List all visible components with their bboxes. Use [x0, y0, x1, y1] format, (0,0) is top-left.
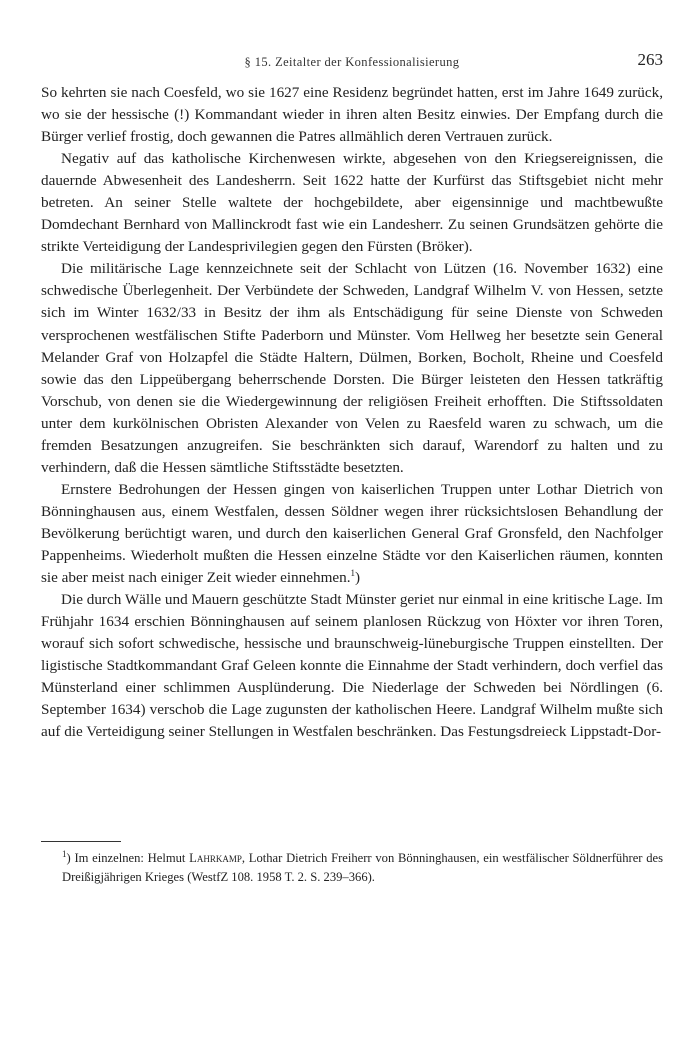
paragraph: So kehrten sie nach Coesfeld, wo sie 1627 eine Residenz begründet hatten, erst im Jahre 1649 zurück, wo sie der hessische (!) Kommandant wieder in ihren alten Besitz einwies. Der Empfang durch die Bürger verlief frostig, doch gewannen die Patres allmählich deren Vertrauen zurück.: [41, 84, 663, 146]
running-title: § 15. Zeitalter der Konfessionalisierung: [244, 55, 460, 69]
footnote-marker-paren: ): [66, 851, 71, 865]
footnote-author: Lahrkamp: [189, 851, 242, 865]
paragraph: Die durch Wälle und Mauern geschützte Stadt Münster geriet nur einmal in eine kritische Lage. Im Frühjahr 1634 erschien Bönninghausen auf seinem planlosen Rückzug von Höxter vor ihren Toren, worauf sich sofort schwedische, hessische und braunschweig-lüneburgische Truppen einstellten. Der ligistische Stadtkommandant Graf Geleen konnte die Einnahme der Stadt verhindern, doch verfiel das Münsterland einer schlimmen Ausplünderung. Die Niederlage der Schweden bei Nördlingen (6. September 1634) verschob die Lage zugunsten der katholischen Heere. Landgraf Wilhelm mußte sich auf die Verteidigung seiner Stellungen in Westfalen beschränken. Das Festungsdreieck Lippstadt-Dor-: [41, 591, 663, 741]
page-header: [41, 52, 663, 74]
paragraph: Negativ auf das katholische Kirchenwesen wirkte, abgesehen von den Kriegsereignissen, die dauernde Abwesenheit des Landesherrn. Seit 1622 hatte der Kurfürst das Stiftsgebiet nicht mehr betreten. An seiner Stelle waltete der hochgebildete, aber eigensinnige und machtbewußte Domdechant Bernhard von Mallinckrodt fast wie ein Landesherr. Zu seinen Grundsätzen gehörte die strikte Verteidigung der Landesprivilegien gegen den Fürsten (Bröker).: [41, 150, 663, 256]
footnote-text-cont: , Lothar Dietrich Freiherr von Bönninghausen, ein westfälischer Söldnerführer des Dreißigjährigen Krieges (WestfZ 108. 1958 T. 2. S. 239–366).: [62, 851, 663, 884]
paragraph-text: Ernstere Bedrohungen der Hessen gingen von kaiserlichen Truppen unter Lothar Dietrich von Bönninghausen aus, einem Westfalen, dessen Söldner wegen ihrer rücksichtslosen Behandlung der Bevölkerung berüchtigt waren, und durch den kaiserlichen General Graf Gronsfeld, den Nachfolger Pappenheims. Wiederholt mußten die Hessen einzelne Städte vor den Kaiserlichen räumen, konnten sie aber meist nach einiger Zeit wieder einnehmen.: [41, 480, 663, 587]
footnote-divider: [41, 841, 121, 842]
paragraph: Die militärische Lage kennzeichnete seit der Schlacht von Lützen (16. November 1632) eine schwedische Überlegenheit. Der Verbündete der Schweden, Landgraf Wilhelm V. von Hessen, setzte sich im Winter 1632/33 in Besitz der ihm als Entschädigung für seine Dienste von Schweden versprochenen westfälischen Stifte Paderborn und Münster. Vom Hellweg her besetzte sein General Melander Graf von Holzapfel die Städte Haltern, Dülmen, Borken, Bocholt, Rheine und Coesfeld sowie das den Lippeübergang beherrschende Dorsten. Die Bürger leisteten den Hessen tatkräftig Vorschub, von denen sie die Wiedergewinnung der religiösen Freiheit erhofften. Die Stiftssoldaten unter dem kurkölnischen Obristen Alexander von Velen zu Raesfeld waren zu schwach, um die fremden Besatzungen anzugreifen. Sie beschränkten sich darauf, Warendorf zu halten und zu verhindern, daß die Hessen sämtliche Stiftsstädte besetzten.: [41, 260, 663, 476]
paragraph: [41, 479, 663, 589]
footnote-reference-paren: ): [355, 569, 361, 587]
body-text: [41, 82, 663, 743]
page-number: 263: [637, 50, 663, 69]
footnote-marker: 1: [62, 848, 67, 859]
footnote-reference[interactable]: 1: [350, 567, 356, 578]
footnote-text: Im einzelnen: Helmut: [70, 851, 190, 865]
footnote: [62, 849, 663, 887]
